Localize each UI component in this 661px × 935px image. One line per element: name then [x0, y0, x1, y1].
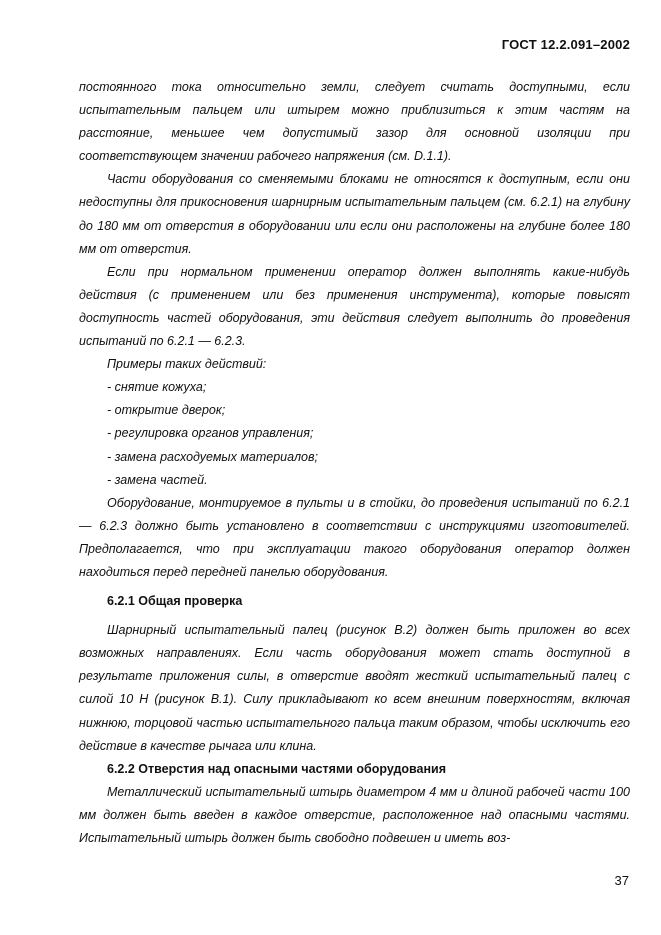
section-text-6-2-2: Металлический испытательный штырь диаметром 4 мм и длиной рабочей части 100 мм должен быть введен в каждое отверстие, расположенное над опасными частями. Испытательный штырь должен быть свободно подвешен и иметь воз- [79, 784, 630, 845]
document-header [502, 37, 630, 52]
list-item: - снятие кожуха; [107, 380, 207, 395]
list-item: - замена расходуемых материалов; [107, 449, 318, 464]
section-heading-6-2-2: 6.2.2 Отверстия над опасными частями оборудования [107, 761, 447, 776]
paragraph-continuation: постоянного тока относительно земли, следует считать доступными, если испытательным пальцем или штырем можно приблизиться к этим частям на расстояние, меньшее чем допустимый зазор для основной изоляции при соответствующем значении рабочего напряжения (см. D.1.1). [79, 80, 630, 164]
list-item: - регулировка органов управления; [107, 426, 314, 441]
page-number: 37 [614, 873, 629, 888]
examples-intro: Примеры таких действий: [107, 357, 267, 372]
paragraph-replaceable-units: Части оборудования со сменяемыми блоками не относятся к доступным, если они недоступны для прикосновения шарнирным испытательным пальцем (см. 6.2.1) на глубину до 180 мм от отверстия в оборудовании или если они расположены на глубине более 180 мм от отверстия. [79, 172, 630, 256]
section-heading-6-2-1: 6.2.1 Общая проверка [107, 594, 243, 609]
section-text-6-2-1: Шарнирный испытательный палец (рисунок В.2) должен быть приложен во всех возможных направлениях. Если часть оборудования может стать доступной в результате приложения силы, в отверстие вводят жесткий испытательный палец с силой 10 Н (рисунок В.1). Силу прикладывают ко всем внешним поверхностям, включая нижнюю, торцовой частью испытательного пальца таким образом, чтобы исключить его действие в качестве рычага или клина. [79, 623, 630, 753]
page-content [79, 76, 630, 850]
paragraph-rack-equipment: Оборудование, монтируемое в пульты и в стойки, до проведения испытаний по 6.2.1 — 6.2.3 должно быть установлено в соответствии с инструкциями изготовителей. Предполагается, что при эксплуатации такого оборудования оператор должен находиться перед передней панелью оборудования. [79, 495, 630, 579]
list-item: - открытие дверок; [107, 403, 226, 418]
paragraph-operator-actions: Если при нормальном применении оператор должен выполнять какие-нибудь действия (с применением или без применения инструмента), которые повысят доступность частей оборудования, эти действия следует выполнить до проведения испытаний по 6.2.1 — 6.2.3. [79, 264, 630, 349]
standard-id: ГОСТ 12.2.091–2002 [501, 37, 630, 52]
list-item: - замена частей. [107, 472, 208, 487]
